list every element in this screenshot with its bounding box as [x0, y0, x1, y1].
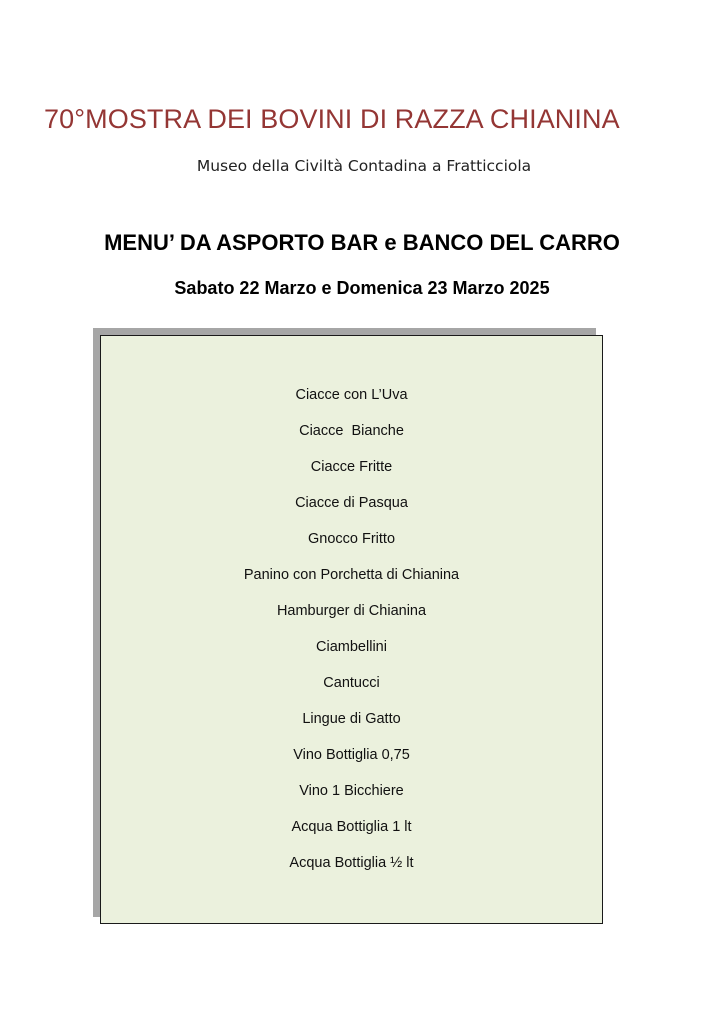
- venue-subtitle: Museo della Civiltà Contadina a Fratticciola: [196, 157, 532, 175]
- menu-item: Hamburger di Chianina: [276, 603, 427, 619]
- menu-item: Panino con Porchetta di Chianina: [243, 567, 460, 583]
- menu-item: Ciacce Fritte: [310, 459, 393, 475]
- menu-dates: Sabato 22 Marzo e Domenica 23 Marzo 2025: [174, 278, 550, 298]
- menu-heading: MENU’ DA ASPORTO BAR e BANCO DEL CARRO: [104, 230, 620, 255]
- menu-item: Ciacce Bianche: [299, 423, 404, 439]
- event-title: 70°MOSTRA DEI BOVINI DI RAZZA CHIANINA: [44, 104, 620, 134]
- menu-item: Gnocco Fritto: [307, 531, 396, 547]
- menu-item: Ciambellini: [316, 639, 387, 655]
- menu-item: Vino 1 Bicchiere: [299, 783, 404, 799]
- menu-item: Cantucci: [323, 675, 380, 691]
- menu-box: [100, 335, 603, 924]
- menu-item: Vino Bottiglia 0,75: [293, 747, 410, 763]
- menu-item: Ciacce con L’Uva: [295, 387, 408, 403]
- menu-item: Lingue di Gatto: [302, 711, 401, 727]
- menu-item: Acqua Bottiglia ½ lt: [289, 855, 414, 871]
- menu-list: [101, 384, 602, 888]
- menu-item: Ciacce di Pasqua: [295, 495, 408, 511]
- menu-item: Acqua Bottiglia 1 lt: [291, 819, 412, 835]
